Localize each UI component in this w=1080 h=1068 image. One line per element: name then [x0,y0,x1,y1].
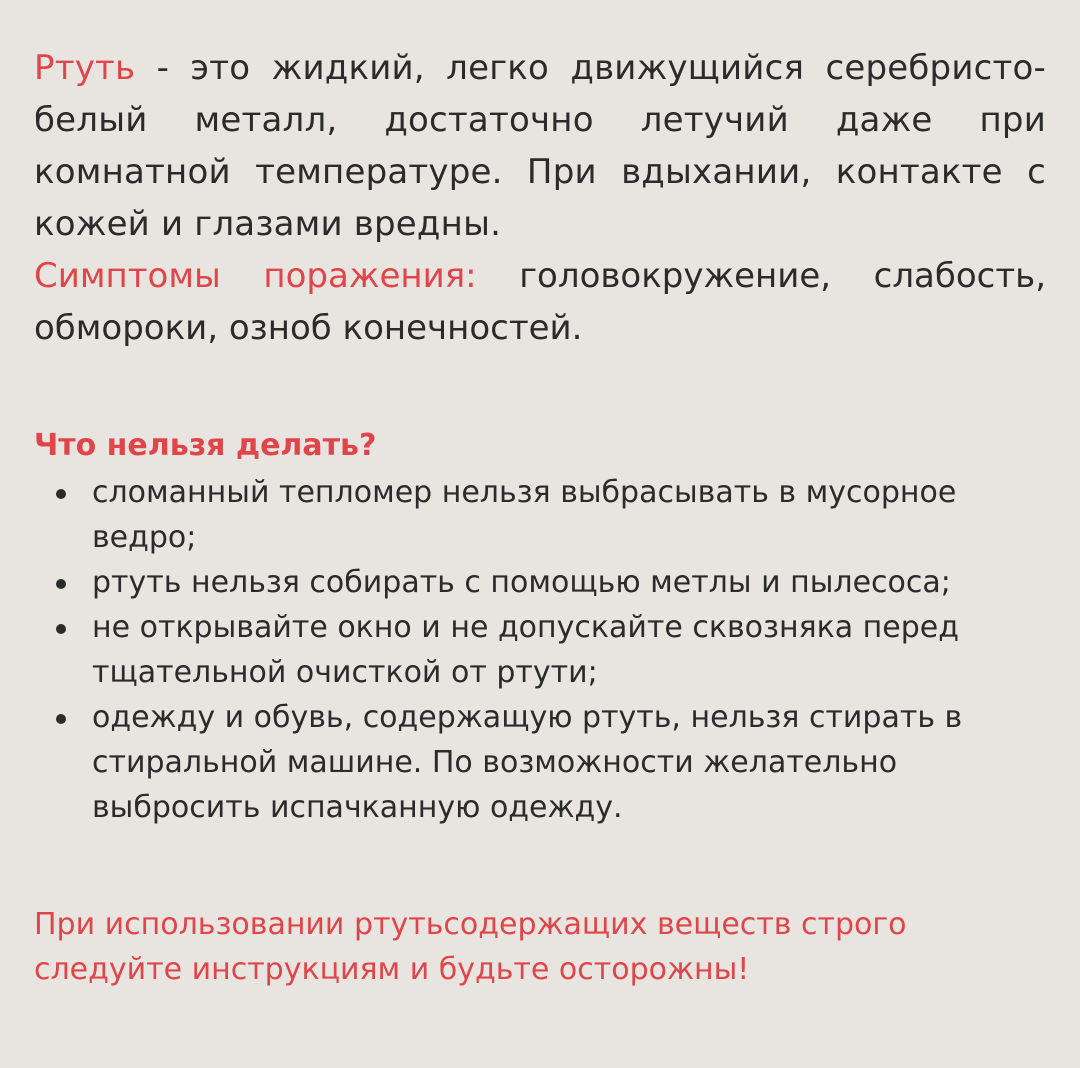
bullet-icon [56,579,66,589]
list-item-text: ртуть нельзя собирать с помощью метлы и пылесоса; [92,565,951,600]
list-item-text: одежду и обувь, содержащую ртуть, нельзя стирать в стиральной машине. По возможности желательно выбросить испачканную одежду. [92,700,963,825]
donts-list [34,470,1046,830]
bullet-icon [56,624,66,634]
intro-paragraph [34,42,1046,250]
symptoms-text: головокружение, слабость, обмороки, озноб конечностей. [34,256,1047,348]
bullet-icon [56,489,66,499]
list-item [34,695,1046,830]
list-item-text: не открывайте окно и не допускайте сквозняка перед тщательной очисткой от ртути; [92,610,959,690]
list-item [34,560,1046,605]
warning-text: При использовании ртутьсодержащих веществ строго следуйте инструкциям и будьте осторожны! [34,907,907,987]
symptoms-label: Симптомы поражения: [34,256,477,296]
donts-heading: Что нельзя делать? [34,428,377,463]
bullet-icon [56,714,66,724]
list-item [34,470,1046,560]
intro-definition: - это жидкий, легко движущийся серебристо-белый металл, достаточно летучий даже при комнатной температуре. При вдыхании, контакте с кожей и глазами вредны. [34,48,1046,244]
list-item [34,605,1046,695]
list-item-text: сломанный тепломер нельзя выбрасывать в мусорное ведро; [92,475,957,555]
symptoms-paragraph [34,250,1046,354]
intro-term: Ртуть [34,48,136,88]
